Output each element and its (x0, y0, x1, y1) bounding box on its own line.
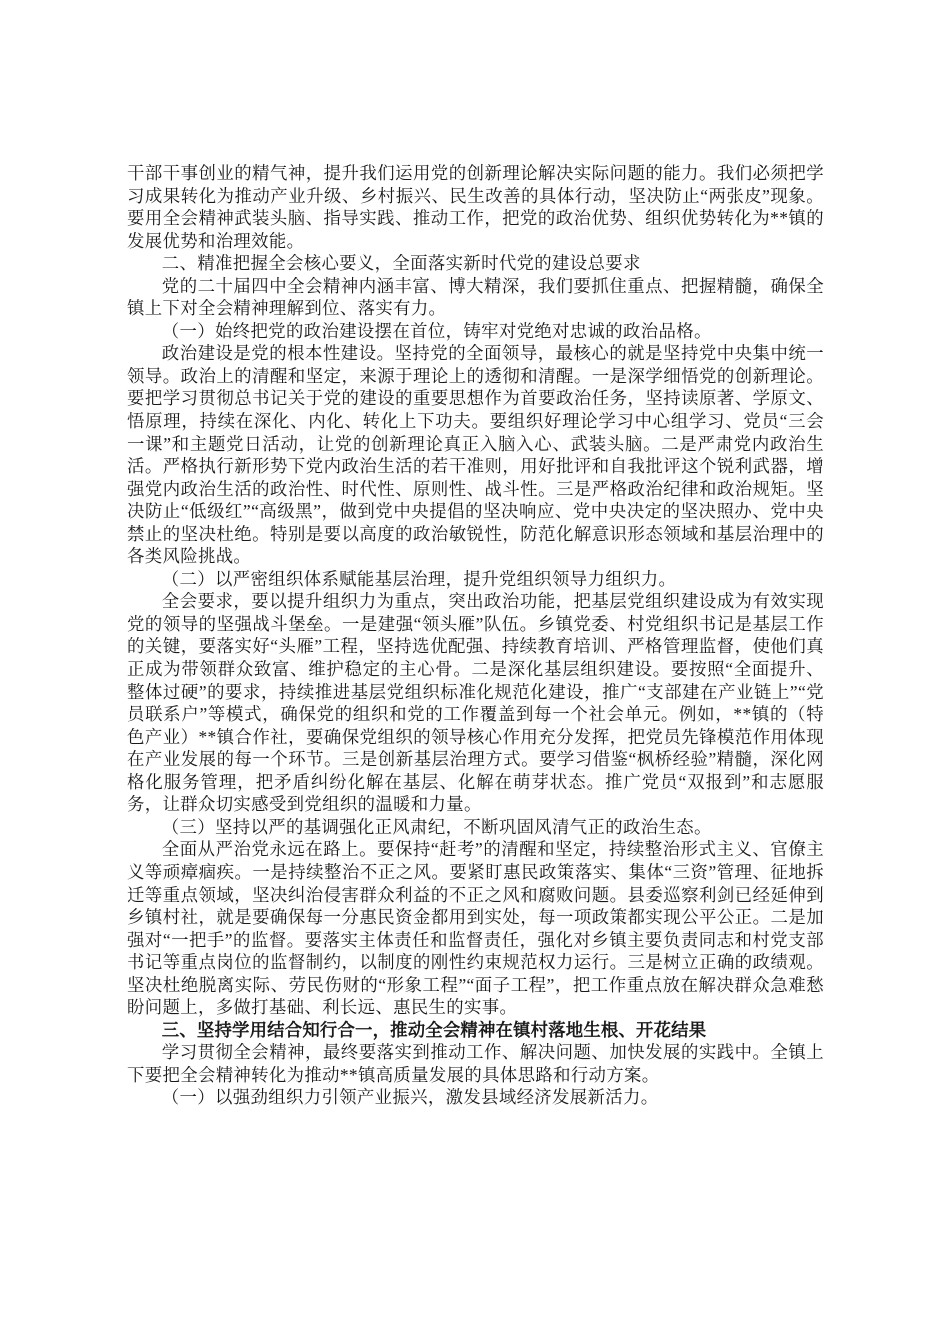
body-paragraph: 政治建设是党的根本性建设。坚持党的全面领导，最核心的就是坚持党中央集中统一领导。政治上的清醒和坚定，来源于理论上的透彻和清醒。一是深学细悟党的创新理论。要把学习贯彻总书记关于党的建设的重要思想作为首要政治任务，坚持读原著、学原文、悟原理，持续在深化、内化、转化上下功夫。要组织好理论学习中心组学习、党员“三会一课”和主题党日活动，让党的创新理论真正入脑入心、武装头脑。二是严肃党内政治生活。严格执行新形势下党内政治生活的若干准则，用好批评和自我批评这个锐利武器，增强党内政治生活的政治性、时代性、原则性、战斗性。三是严格政治纪律和政治规矩。坚决防止“低级红”“高级黑”，做到党中央提倡的坚决响应、党中央决定的坚决照办、党中央禁止的坚决杜绝。特别是要以高度的政治敏锐性，防范化解意识形态领域和基层治理中的各类风险挑战。 (127, 343, 824, 567)
body-paragraph: 干部干事创业的精气神，提升我们运用党的创新理论解决实际问题的能力。我们必须把学习成果转化为推动产业升级、乡村振兴、民生改善的具体行动，坚决防止“两张皮”现象。要用全会精神武装头脑、指导实践、推动工作，把党的政治优势、组织优势转化为**镇的发展优势和治理效能。 (127, 163, 824, 251)
section-heading: 三、坚持学用结合知行合一，推动全会精神在镇村落地生根、开花结果 (161, 1019, 707, 1040)
section-heading: 二、精准把握全会核心要义，全面落实新时代党的建设总要求 (161, 253, 641, 274)
subsection-heading: （二）以严密组织体系赋能基层治理，提升党组织领导力组织力。 (161, 568, 677, 589)
body-paragraph: 全面从严治党永远在路上。要保持“赶考”的清醒和坚定，持续整治形式主义、官僚主义等顽瘴痼疾。一是持续整治不正之风。要紧盯惠民政策落实、集体“三资”管理、征地拆迁等重点领域，坚决纠治侵害群众利益的不正之风和腐败问题。县委巡察利剑已经延伸到乡镇村社，就是要确保每一分惠民资金都用到实处，每一项政策都实现公平公正。二是加强对“一把手”的监督。要落实主体责任和监督责任，强化对乡镇主要负责同志和村党支部书记等重点岗位的监督制约，以制度的刚性约束规范权力运行。三是树立正确的政绩观。坚决杜绝脱离实际、劳民伤财的“形象工程”“面子工程”，把工作重点放在解决群众急难愁盼问题上，多做打基础、利长远、惠民生的实事。 (127, 839, 824, 1018)
subsection-heading: （一）以强劲组织力引领产业振兴，激发县域经济发展新活力。 (161, 1087, 659, 1108)
body-paragraph: 学习贯彻全会精神，最终要落实到推动工作、解决问题、加快发展的实践中。全镇上下要把全会精神转化为推动**镇高质量发展的具体思路和行动方案。 (127, 1042, 824, 1085)
document-body (127, 162, 824, 1109)
subsection-heading: （三）坚持以严的基调强化正风肃纪，不断巩固风清气正的政治生态。 (161, 816, 712, 837)
body-paragraph: 全会要求，要以提升组织力为重点，突出政治功能，把基层党组织建设成为有效实现党的领导的坚强战斗堡垒。一是建强“领头雁”队伍。乡镇党委、村党组织书记是基层工作的关键，要落实好“头雁”工程，坚持选优配强、持续教育培训、严格管理监督，使他们真正成为带领群众致富、维护稳定的主心骨。二是深化基层组织建设。要按照“全面提升、整体过硬”的要求，持续推进基层党组织标准化规范化建设，推广“支部建在产业链上”“党员联系户”等模式，确保党的组织和党的工作覆盖到每一个社会单元。例如，**镇的（特色产业）**镇合作社，要确保党组织的领导核心作用充分发挥，把党员先锋模范作用体现在产业发展的每一个环节。三是创新基层治理方式。要学习借鉴“枫桥经验”精髓，深化网格化服务管理，把矛盾纠纷化解在基层、化解在萌芽状态。推广党员“双报到”和志愿服务，让群众切实感受到党组织的温暖和力量。 (127, 591, 824, 815)
body-paragraph: 党的二十届四中全会精神内涵丰富、博大精深，我们要抓住重点、把握精髓，确保全镇上下对全会精神理解到位、落实有力。 (127, 275, 824, 319)
subsection-heading: （一）始终把党的政治建设摆在首位，铸牢对党绝对忠诚的政治品格。 (161, 320, 712, 341)
